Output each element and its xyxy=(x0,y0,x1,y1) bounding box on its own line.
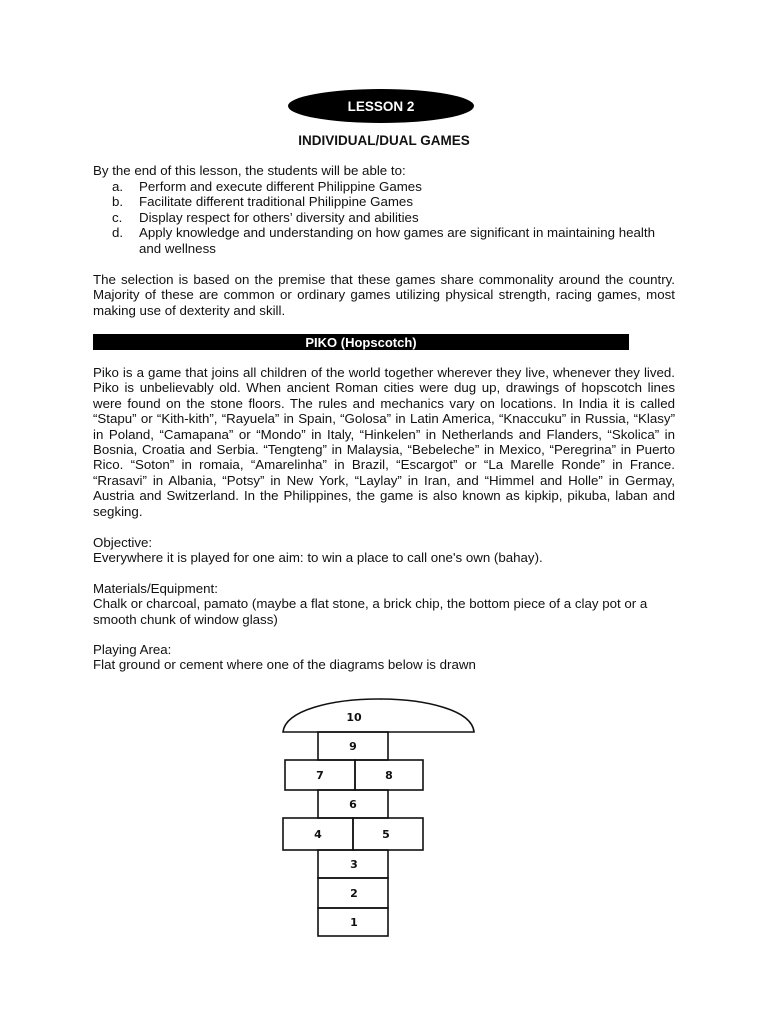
box-number-4: 4 xyxy=(314,828,322,841)
section-heading: PIKO (Hopscotch) xyxy=(93,334,629,350)
objectives-list xyxy=(112,179,672,256)
hopscotch-diagram xyxy=(270,690,490,940)
box-number-8: 8 xyxy=(385,769,393,782)
objective-item xyxy=(112,194,672,209)
objective-letter: c. xyxy=(112,209,123,225)
objective-text: Apply knowledge and understanding on how games are significant in maintaining health and wellness xyxy=(139,225,655,256)
objective-text: Facilitate different traditional Philippine Games xyxy=(139,194,413,210)
lesson-badge: LESSON 2 xyxy=(288,89,474,123)
objective-text: Perform and execute different Philippine Games xyxy=(139,179,422,194)
playing-area-section xyxy=(93,642,675,673)
objective-letter: a. xyxy=(112,179,124,194)
objective-item xyxy=(112,225,672,256)
objective-letter: b. xyxy=(112,194,124,210)
objective-label: Objective: xyxy=(93,535,153,550)
objective-section xyxy=(93,535,675,566)
playing-area-label: Playing Area: xyxy=(93,642,172,657)
objective-item xyxy=(112,179,672,194)
box-number-3: 3 xyxy=(350,858,358,871)
page-title: INDIVIDUAL/DUAL GAMES xyxy=(298,133,470,148)
box-number-5: 5 xyxy=(382,828,390,841)
box-number-2: 2 xyxy=(350,887,358,900)
materials-body: Chalk or charcoal, pamato (maybe a flat stone, a brick chip, the bottom piece of a clay pot or a smooth chunk of window glass) xyxy=(93,596,648,627)
objective-item xyxy=(112,210,672,225)
playing-area-body: Flat ground or cement where one of the diagrams below is drawn xyxy=(93,657,476,673)
objective-text: Display respect for others’ diversity and abilities xyxy=(139,209,419,225)
objective-letter: d. xyxy=(112,225,124,241)
materials-section xyxy=(93,581,675,627)
box-number-1: 1 xyxy=(350,916,358,929)
box-number-10: 10 xyxy=(346,711,362,724)
piko-description: Piko is a game that joins all children of the world together wherever they live, whenever they lived. Piko is unbelievably old. When ancient Roman cities were dug up, drawings of hopscotch lines were found on the stone floors. The rules and mechanics vary on locations. In India it is called “Stapu” or “Kith-kith”, “Rayuela” in Spain, “Golosa” in Latin America, “Knaccuku” in Russia, “Klasy” in Poland, “Camapana” or “Mondo” in Italy, “Hinkelen” in Netherlands and Flanders, “Skolica” in Bosnia, Croatia and Serbia. “Tengteng” in Malaysia, “Bebeleche” in Mexico, “Peregrina” in Puerto Rico. “Soton” in romaia, “Amarelinha” in Brazil, “Escargot” or “La Marelle Ronde” in France. “Rrasavi” in Albania, “Potsy” in New York, “Laylay” in Iran, and “Himmel and Holle” in Germay, Austria and Switzerland. In the Philippines, the game is also known as kipkip, pikuba, laban and segking. xyxy=(93,365,675,519)
box-number-6: 6 xyxy=(349,798,357,811)
hopscotch-box-10 xyxy=(283,699,474,732)
box-number-9: 9 xyxy=(349,740,357,753)
objective-body: Everywhere it is played for one aim: to win a place to call one's own (bahay). xyxy=(93,550,543,566)
objectives-intro: By the end of this lesson, the students will be able to: xyxy=(93,163,406,178)
selection-paragraph: The selection is based on the premise that these games share commonality around the country. Majority of these are common or ordinary games utilizing physical strength, racing games, most making use of dexterity and skill. xyxy=(93,272,675,318)
materials-label: Materials/Equipment: xyxy=(93,581,218,596)
box-number-7: 7 xyxy=(316,769,324,782)
